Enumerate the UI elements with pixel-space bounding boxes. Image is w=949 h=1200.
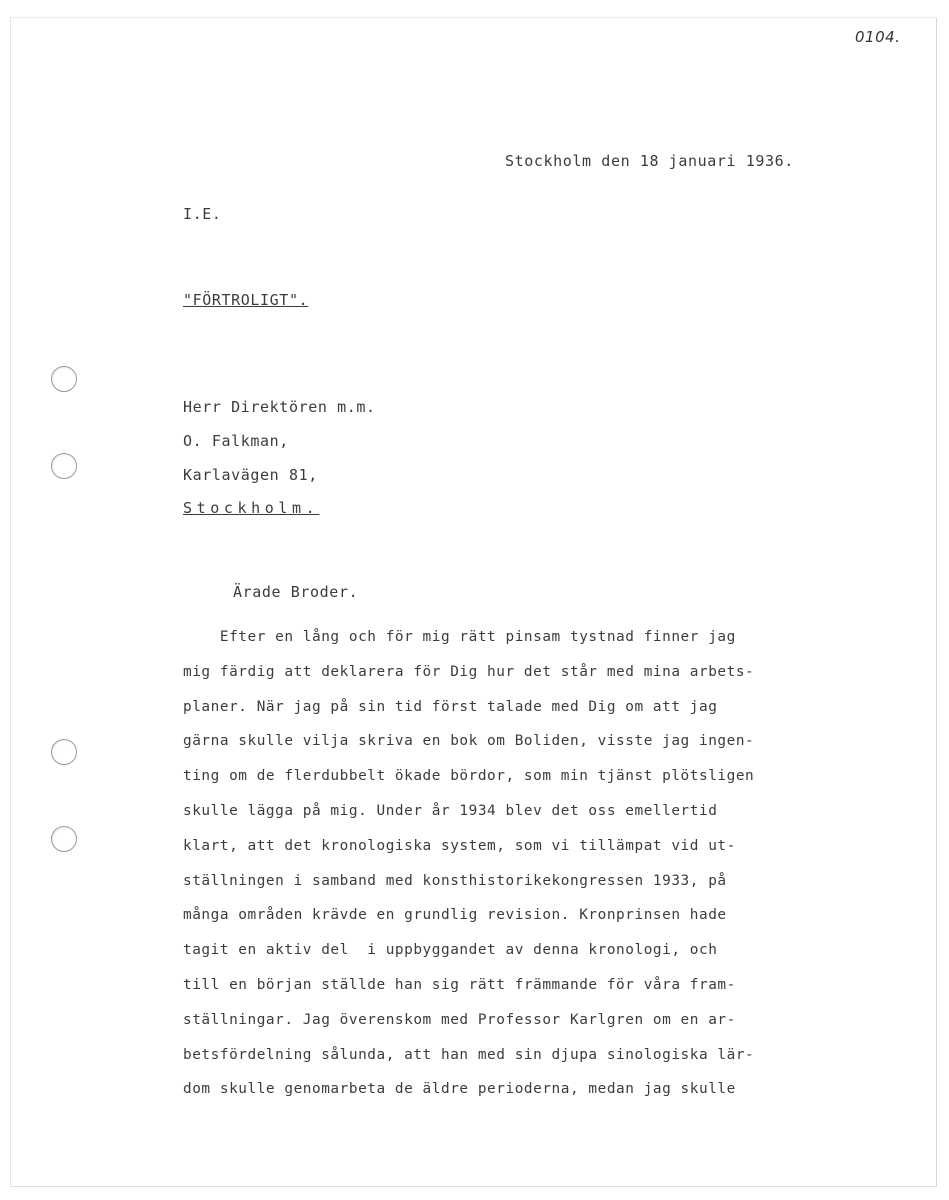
body-line: mig färdig att deklarera för Dig hur det står med mina arbets- xyxy=(183,663,755,680)
body-line: dom skulle genomarbeta de äldre perioderna, medan jag skulle xyxy=(183,1081,736,1098)
body-line: planer. När jag på sin tid först talade med Dig om att jag xyxy=(183,698,718,715)
body-line: många områden krävde en grundlig revision. Kronprinsen hade xyxy=(183,907,727,924)
salutation: Ärade Broder. xyxy=(233,583,359,601)
recipient-street: Karlavägen 81, xyxy=(183,466,318,484)
reference: I.E. xyxy=(183,205,222,223)
place-date: Stockholm den 18 januari 1936. xyxy=(505,152,794,170)
punch-hole xyxy=(51,453,77,479)
body-line: ställningen i samband med konsthistorikekongressen 1933, på xyxy=(183,872,727,889)
punch-hole xyxy=(51,826,77,852)
body-line: tagit en aktiv del i uppbyggandet av denna kronologi, och xyxy=(183,942,718,959)
punch-hole xyxy=(51,739,77,765)
letter-body xyxy=(183,620,833,1107)
body-line: gärna skulle vilja skriva en bok om Boliden, visste jag ingen- xyxy=(183,733,755,750)
body-line: klart, att det kronologiska system, som vi tillämpat vid ut- xyxy=(183,837,736,854)
body-line: Efter en lång och för mig rätt pinsam tystnad finner jag xyxy=(183,629,736,645)
body-line: ting om de flerdubbelt ökade bördor, som min tjänst plötsligen xyxy=(183,768,755,785)
body-line: ställningar. Jag överenskom med Professor Karlgren om en ar- xyxy=(183,1011,736,1028)
confidential-mark: "FÖRTROLIGT". xyxy=(183,291,309,309)
body-line: till en början ställde han sig rätt främmande för våra fram- xyxy=(183,976,736,993)
punch-hole xyxy=(51,366,77,392)
archive-number: 0104. xyxy=(855,28,901,46)
recipient-city: Stockholm. xyxy=(183,499,320,517)
body-line: betsfördelning sålunda, att han med sin djupa sinologiska lär- xyxy=(183,1046,755,1063)
recipient-title: Herr Direktören m.m. xyxy=(183,398,376,416)
recipient-name: O. Falkman, xyxy=(183,432,289,450)
body-line: skulle lägga på mig. Under år 1934 blev det oss emellertid xyxy=(183,802,718,819)
